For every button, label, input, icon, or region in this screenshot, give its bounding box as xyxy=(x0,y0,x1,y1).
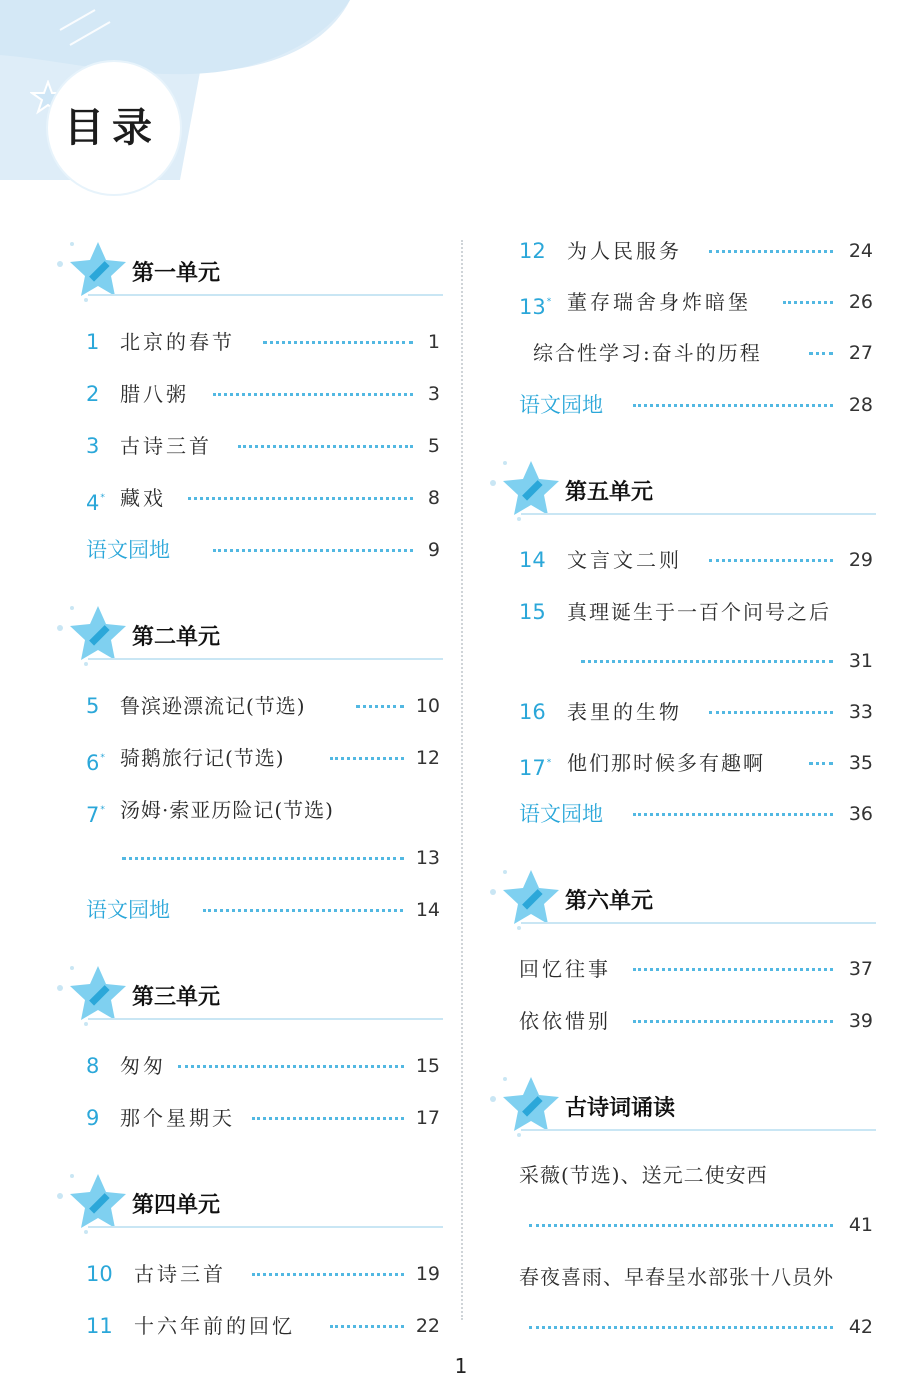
leader-dots xyxy=(252,1117,404,1120)
leader-dots xyxy=(252,1273,404,1276)
leader-dots xyxy=(633,1020,833,1023)
lesson-title: 他们那时候多有趣啊 xyxy=(567,751,765,775)
page-number: 29 xyxy=(848,549,873,571)
leader-dots xyxy=(213,549,413,552)
toc-entry-garden[interactable] xyxy=(461,390,922,420)
page-number: 36 xyxy=(848,803,873,825)
leader-dots xyxy=(263,341,413,344)
unit-title: 第五单元 xyxy=(565,480,654,505)
page-number: 5 xyxy=(427,435,440,457)
toc-entry-garden[interactable] xyxy=(0,535,461,565)
lesson-title: 那个星期天 xyxy=(120,1106,235,1130)
leader-dots xyxy=(633,968,833,971)
page-number: 15 xyxy=(415,1055,440,1077)
lesson-title: 表里的生物 xyxy=(567,700,682,724)
leader-dots xyxy=(633,404,833,407)
toc-entry[interactable] xyxy=(461,545,922,575)
leader-dots xyxy=(581,660,833,663)
unit-underline xyxy=(521,1129,876,1131)
unit-title: 第六单元 xyxy=(565,889,654,914)
page-number: 10 xyxy=(415,695,440,717)
pencil-star-icon xyxy=(483,1073,563,1143)
toc-entry[interactable] xyxy=(461,697,922,727)
toc-entry[interactable] xyxy=(0,431,461,461)
unit-underline xyxy=(521,513,876,515)
page-number: 26 xyxy=(848,291,873,313)
lesson-number: 14 xyxy=(519,548,546,572)
lesson-title: 十六年前的回忆 xyxy=(134,1314,295,1338)
lesson-title: 藏戏 xyxy=(120,486,166,510)
toc-entry[interactable] xyxy=(0,691,461,721)
lesson-number: 5 xyxy=(86,694,100,718)
leader-dots xyxy=(709,250,833,253)
page-number: 33 xyxy=(848,701,873,723)
unit-header xyxy=(483,1073,878,1143)
unit-title: 第一单元 xyxy=(132,261,221,286)
page-number: 37 xyxy=(848,958,873,980)
leader-dots xyxy=(330,1325,404,1328)
lesson-title: 鲁滨逊漂流记(节选) xyxy=(120,694,306,718)
toc-entry[interactable] xyxy=(461,1262,922,1292)
leader-dots xyxy=(122,857,404,860)
toc-entry-continuation xyxy=(0,843,461,873)
leader-dots xyxy=(188,497,413,500)
lesson-title: 古诗三首 xyxy=(134,1262,226,1286)
toc-entry-continuation xyxy=(461,1312,922,1342)
toc-entry[interactable] xyxy=(461,1006,922,1036)
toc-entry[interactable] xyxy=(0,327,461,357)
lesson-number: 16 xyxy=(519,700,546,724)
toc-entry-continuation xyxy=(461,1210,922,1240)
unit-underline xyxy=(88,294,443,296)
toc-entry[interactable] xyxy=(0,1103,461,1133)
lesson-title: 语文园地 xyxy=(86,538,170,562)
toc-entry[interactable] xyxy=(461,1160,922,1190)
leader-dots xyxy=(529,1224,833,1227)
page-number: 17 xyxy=(415,1107,440,1129)
leader-dots xyxy=(809,352,833,355)
lesson-title: 董存瑞舍身炸暗堡 xyxy=(567,290,751,314)
lesson-number: 13* xyxy=(519,295,552,319)
unit-header xyxy=(483,457,878,527)
leader-dots xyxy=(709,559,833,562)
lesson-title: 采薇(节选)、送元二使安西 xyxy=(519,1163,768,1187)
page-number: 12 xyxy=(415,747,440,769)
toc-entry[interactable] xyxy=(461,597,922,627)
lesson-number: 10 xyxy=(86,1262,113,1286)
leader-dots xyxy=(330,757,404,760)
unit-underline xyxy=(88,658,443,660)
unit-title: 第四单元 xyxy=(132,1193,221,1218)
page-number: 9 xyxy=(427,539,440,561)
unit-header xyxy=(50,602,445,672)
lesson-title: 综合性学习:奋斗的历程 xyxy=(533,341,762,365)
toc-entry[interactable] xyxy=(0,1051,461,1081)
page-number: 14 xyxy=(415,899,440,921)
lesson-number: 4* xyxy=(86,491,105,515)
unit-title: 第三单元 xyxy=(132,985,221,1010)
unit-title: 第二单元 xyxy=(132,625,221,650)
lesson-number: 1 xyxy=(86,330,100,354)
leader-dots xyxy=(709,711,833,714)
page-number: 8 xyxy=(427,487,440,509)
toc-entry[interactable] xyxy=(461,954,922,984)
page-number: 24 xyxy=(848,240,873,262)
toc-entry[interactable] xyxy=(461,338,922,368)
lesson-title: 语文园地 xyxy=(519,802,603,826)
pencil-star-icon xyxy=(50,1170,130,1240)
page-title: 目录 xyxy=(64,105,160,151)
leader-dots xyxy=(809,762,833,765)
lesson-number: 11 xyxy=(86,1314,113,1338)
leader-dots xyxy=(529,1326,833,1329)
toc-entry[interactable] xyxy=(0,483,461,513)
lesson-title: 为人民服务 xyxy=(567,239,682,263)
page-number: 35 xyxy=(848,752,873,774)
toc-entry-garden[interactable] xyxy=(461,799,922,829)
lesson-title: 语文园地 xyxy=(519,393,603,417)
page-number: 39 xyxy=(848,1010,873,1032)
toc-entry-garden[interactable] xyxy=(0,895,461,925)
leader-dots xyxy=(203,909,403,912)
lesson-number: 9 xyxy=(86,1106,100,1130)
lesson-title: 腊八粥 xyxy=(120,382,189,406)
pencil-star-icon xyxy=(50,238,130,308)
toc-entry[interactable] xyxy=(461,236,922,266)
unit-header xyxy=(50,1170,445,1240)
leader-dots xyxy=(213,393,413,396)
unit-header xyxy=(50,238,445,308)
toc-entry[interactable] xyxy=(0,795,461,825)
page-number: 31 xyxy=(848,650,873,672)
toc-entry[interactable] xyxy=(461,287,922,317)
pencil-star-icon xyxy=(483,866,563,936)
lesson-title: 匆匆 xyxy=(120,1054,166,1078)
toc-entry-continuation xyxy=(461,646,922,676)
lesson-title: 回忆往事 xyxy=(519,957,611,981)
lesson-number: 12 xyxy=(519,239,546,263)
pencil-star-icon xyxy=(483,457,563,527)
lesson-title: 语文园地 xyxy=(86,898,170,922)
lesson-title: 真理诞生于一百个问号之后 xyxy=(567,600,831,624)
toc-entry[interactable] xyxy=(0,1259,461,1289)
page-number: 19 xyxy=(415,1263,440,1285)
footer-page-number: 1 xyxy=(454,1354,468,1378)
pencil-star-icon xyxy=(50,962,130,1032)
unit-title: 古诗词诵读 xyxy=(565,1096,676,1121)
lesson-title: 汤姆·索亚历险记(节选) xyxy=(120,798,334,822)
page-number: 41 xyxy=(848,1214,873,1236)
unit-underline xyxy=(521,922,876,924)
unit-underline xyxy=(88,1226,443,1228)
lesson-title: 依依惜别 xyxy=(519,1009,611,1033)
toc-entry[interactable] xyxy=(0,1311,461,1341)
toc-entry[interactable] xyxy=(0,743,461,773)
leader-dots xyxy=(783,301,833,304)
pencil-star-icon xyxy=(50,602,130,672)
lesson-title: 春夜喜雨、早春呈水部张十八员外 xyxy=(519,1265,834,1289)
leader-dots xyxy=(633,813,833,816)
page-number: 28 xyxy=(848,394,873,416)
page-number: 42 xyxy=(848,1316,873,1338)
lesson-number: 15 xyxy=(519,600,546,624)
toc-entry[interactable] xyxy=(0,379,461,409)
toc-entry[interactable] xyxy=(461,748,922,778)
leader-dots xyxy=(356,705,404,708)
lesson-title: 古诗三首 xyxy=(120,434,212,458)
leader-dots xyxy=(178,1065,404,1068)
page-number: 1 xyxy=(427,331,440,353)
lesson-title: 文言文二则 xyxy=(567,548,682,572)
lesson-number: 6* xyxy=(86,751,105,775)
leader-dots xyxy=(238,445,413,448)
page-number: 13 xyxy=(415,847,440,869)
unit-header xyxy=(483,866,878,936)
lesson-number: 17* xyxy=(519,756,552,780)
lesson-title: 北京的春节 xyxy=(120,330,235,354)
unit-underline xyxy=(88,1018,443,1020)
lesson-title: 骑鹅旅行记(节选) xyxy=(120,746,285,770)
lesson-number: 8 xyxy=(86,1054,100,1078)
unit-header xyxy=(50,962,445,1032)
page-number: 3 xyxy=(427,383,440,405)
page-number: 27 xyxy=(848,342,873,364)
lesson-number: 3 xyxy=(86,434,100,458)
lesson-number: 2 xyxy=(86,382,100,406)
page-number: 22 xyxy=(415,1315,440,1337)
lesson-number: 7* xyxy=(86,803,105,827)
